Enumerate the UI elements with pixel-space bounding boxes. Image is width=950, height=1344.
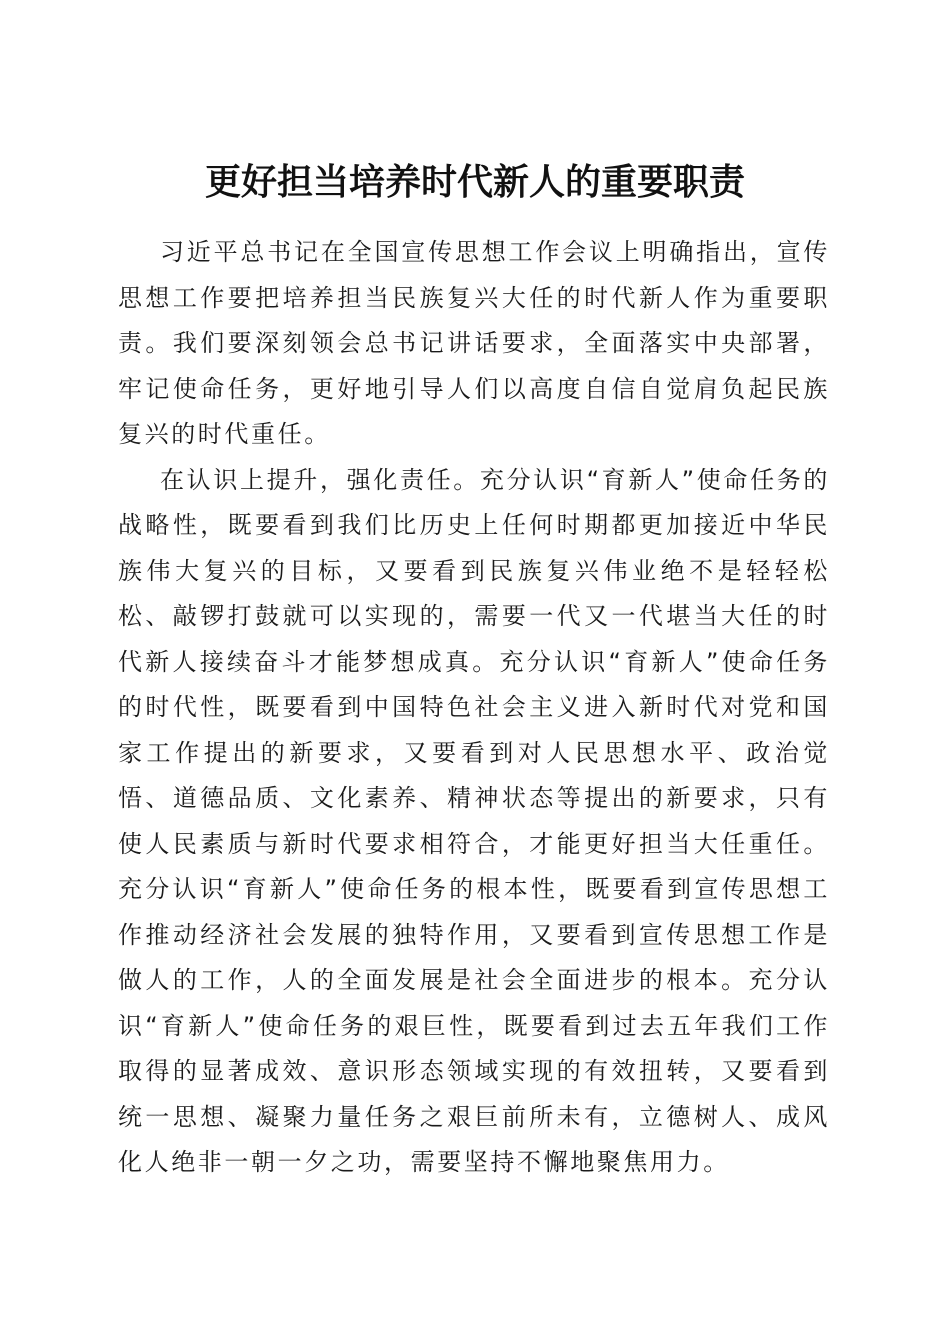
document-title: 更好担当培养时代新人的重要职责 (204, 161, 745, 204)
document-body (118, 230, 830, 1186)
paragraph-1: 习近平总书记在全国宣传思想工作会议上明确指出，宣传思想工作要把培养担当民族复兴大任的时代新人作为重要职责。我们要深刻领会总书记讲话要求，全面落实中央部署，牢记使命任务，更好地引导人们以高度自信自觉肩负起民族复兴的时代重任。 (118, 238, 830, 448)
paragraph-2: 在认识上提升，强化责任。充分认识“育新人”使命任务的战略性，既要看到我们比历史上任何时期都更加接近中华民族伟大复兴的目标，又要看到民族复兴伟业绝不是轻轻松松、敲锣打鼓就可以实现的，需要一代又一代堪当大任的时代新人接续奋斗才能梦想成真。充分认识“育新人”使命任务的时代性，既要看到中国特色社会主义进入新时代对党和国家工作提出的新要求，又要看到对人民思想水平、政治觉悟、道德品质、文化素养、精神状态等提出的新要求，只有使人民素质与新时代要求相符合，才能更好担当大任重任。充分认识“育新人”使命任务的根本性，既要看到宣传思想工作推动经济社会发展的独特作用，又要看到宣传思想工作是做人的工作，人的全面发展是社会全面进步的根本。充分认识“育新人”使命任务的艰巨性，既要看到过去五年我们工作取得的显著成效、意识形态领域实现的有效扭转，又要看到统一思想、凝聚力量任务之艰巨前所未有，立德树人、成风化人绝非一朝一夕之功，需要坚持不懈地聚焦用力。 (118, 465, 830, 1176)
